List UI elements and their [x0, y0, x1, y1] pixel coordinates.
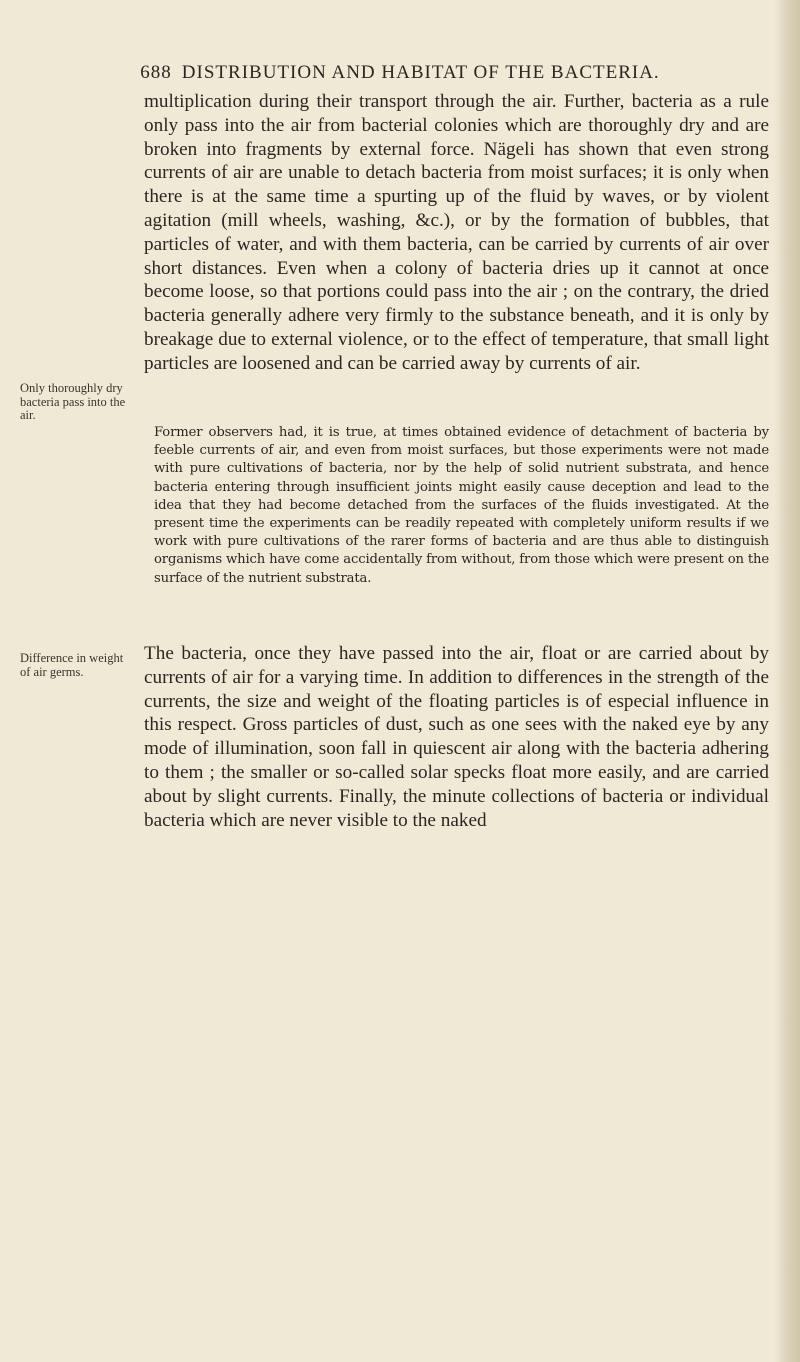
small-print-block	[154, 424, 769, 588]
page-number: 688	[140, 62, 172, 83]
main-text-block-1	[144, 90, 769, 376]
running-head	[0, 62, 800, 84]
main-text-block-2	[144, 642, 769, 832]
running-title: DISTRIBUTION AND HABITAT OF THE BACTERIA.	[181, 62, 660, 83]
small-print-paragraph: Former observers had, it is true, at times obtained evidence of detachment of bacteria by feeble currents of air, and even from moist surfaces, but those experiments were not made with pure cultivations of bacteria, nor by the help of solid nutrient substrata, and hence bacteria entering through insufficient joints might easily cause deception and lead to the idea that they had become detached from the surfaces of the fluids investigated. At the present time the experiments can be readily repeated with completely uniform results if we work with pure cultivations of the rarer forms of bacteria and are thus able to distinguish organisms which have come accidentally from without, from those which were present on the surface of the nutrient substrata.	[154, 425, 770, 586]
body-paragraph-2: The bacteria, once they have passed into the air, float or are carried about by currents of air for a varying time. In addition to differences in the strength of the currents, the size and weight of the floating particles is of especial influence in this respect. Gross particles of dust, such as one sees with the naked eye by any mode of illumination, soon fall in quiescent air along with the bacteria adhering to them ; the smaller or so-called solar specks float more easily, and are carried about by slight currents. Finally, the minute collections of bacteria or individual bacteria which are never visible to the naked	[144, 643, 769, 831]
page-edge-shadow	[774, 0, 800, 1362]
sidenote-weight-air-germs: Difference in weight of air germs.	[20, 651, 124, 679]
sidenote-dry-bacteria: Only thoroughly dry bacteria pass into the air.	[20, 381, 126, 422]
body-paragraph-1: multiplication during their transport through the air. Further, bacteria as a rule only pass into the air from bacterial colonies which are thoroughly dry and are broken into fragments by external force. Nägeli has shown that even strong currents of air are unable to detach bacteria from moist surfaces; it is only when there is at the same time a spurting up of the fluid by waves, or by violent agitation (mill wheels, washing, &c.), or by the formation of bubbles, that particles of water, and with them bacteria, can be carried by currents of air over short distances. Even when a colony of bacteria dries up it cannot at once become loose, so that portions could pass into the air ; on the contrary, the dried bacteria generally adhere very firmly to the substance beneath, and it is only by breakage due to external violence, or to the effect of temperature, that small light particles are loosened and can be carried away by currents of air.	[144, 91, 769, 374]
